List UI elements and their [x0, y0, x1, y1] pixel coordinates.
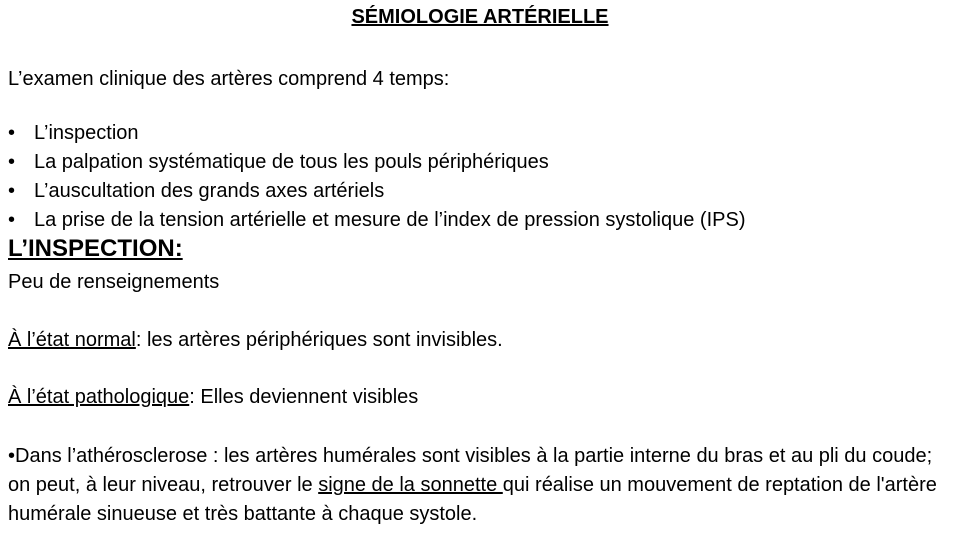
list-item: [8, 150, 745, 179]
list-item-text: L’inspection: [34, 122, 139, 144]
paragraph-text-after: qui réalise un mouvement de reptation de l'artère humérale sinueuse et très battante à chaque systole.: [8, 474, 937, 525]
list-item: [8, 179, 745, 208]
bullet-icon: •: [8, 209, 16, 231]
list-item-text: La palpation systématique de tous les pouls périphériques: [34, 151, 549, 173]
normal-state-line: [8, 329, 503, 352]
sonnette-sign-term: signe de la sonnette: [318, 474, 503, 496]
bullet-icon: •: [8, 122, 16, 144]
list-item-text: La prise de la tension artérielle et mesure de l’index de pression systolique (IPS): [34, 209, 746, 231]
section-heading: L’INSPECTION:: [8, 235, 183, 262]
pathologic-state-text: : Elles deviennent visibles: [189, 386, 419, 408]
list-item: [8, 208, 745, 237]
normal-state-text: : les artères périphériques sont invisibles.: [135, 329, 503, 351]
pathologic-state-label: À l’état pathologique: [8, 386, 190, 408]
section-subtitle: Peu de renseignements: [8, 271, 220, 293]
bullet-list: [8, 121, 745, 237]
atherosclerosis-paragraph: [8, 442, 952, 529]
bullet-icon: •: [8, 151, 16, 173]
bullet-icon: •: [8, 180, 16, 202]
paragraph-text-before: •Dans l’athérosclerose : les artères humérales sont visibles à la partie interne du bras et au pli du coude; on peut, à leur niveau, retrouver le: [8, 445, 933, 496]
list-item: [8, 121, 745, 150]
intro-text: L’examen clinique des artères comprend 4 temps:: [8, 68, 450, 90]
slide-title: SÉMIOLOGIE ARTÉRIELLE: [351, 6, 609, 28]
list-item-text: L’auscultation des grands axes artériels: [34, 180, 385, 202]
normal-state-label: À l’état normal: [8, 329, 136, 351]
pathologic-state-line: [8, 386, 418, 409]
